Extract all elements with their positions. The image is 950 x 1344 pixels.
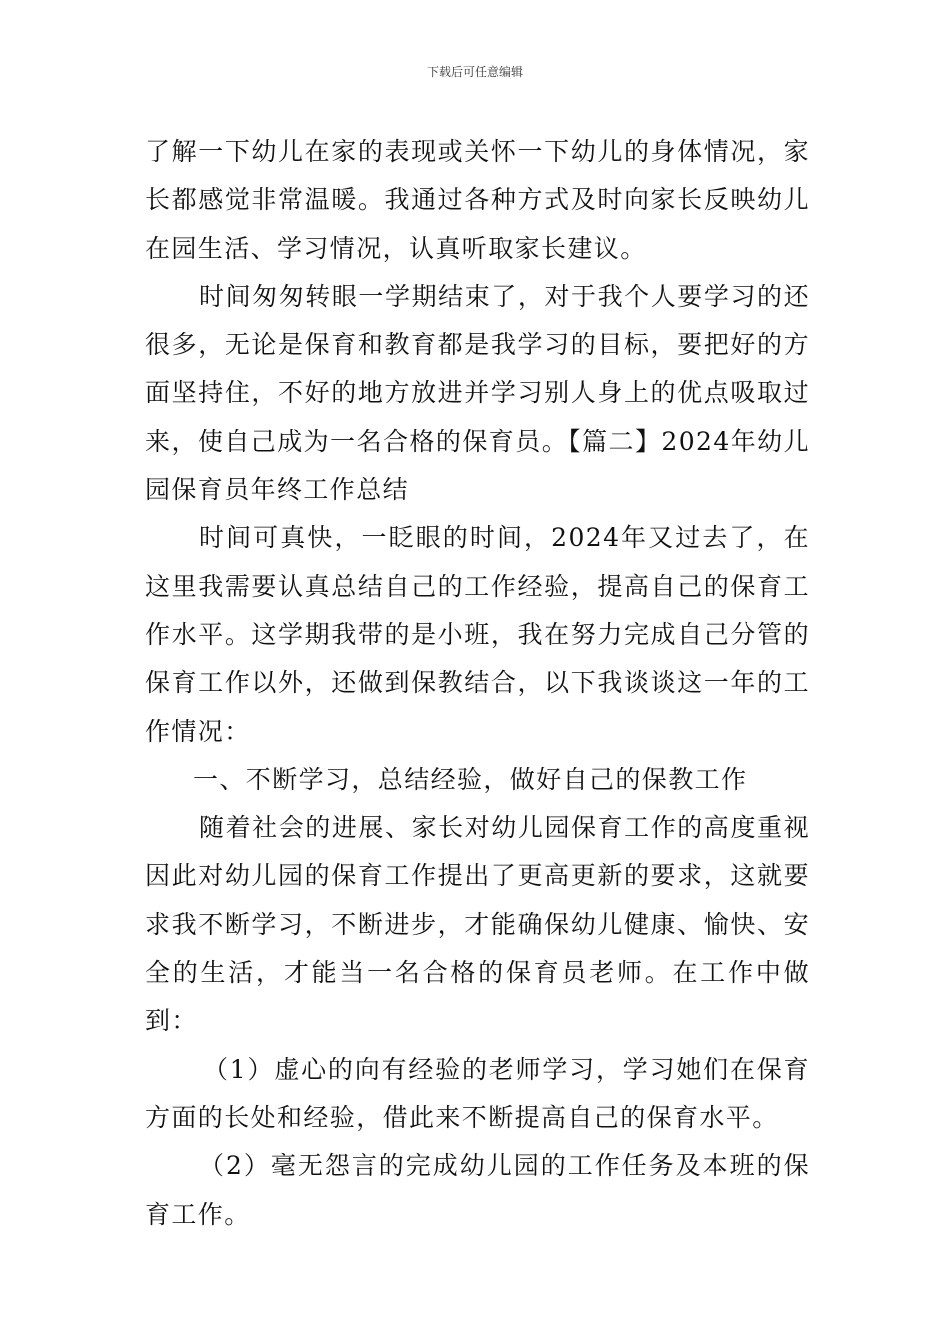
paragraph-requirements: 随着社会的进展、家长对幼儿园保育工作的高度重视因此对幼儿园的保育工作提出了更高更新的要求，这就要求我不断学习，不断进步，才能确保幼儿健康、愉快、安全的生活，才能当一名合格的保育员老师。在工作中做到： [145,813,810,1036]
paragraph-year-intro: 时间可真快，一眨眼的时间，2024年又过去了，在这里我需要认真总结自己的工作经验，提高自己的保育工作水平。这学期我带的是小班，我在努力完成自己分管的保育工作以外，还做到保教结合，以下我谈谈这一年的工作情况： [145,523,810,746]
paragraph-semester-summary: 时间匆匆转眼一学期结束了，对于我个人要学习的还很多，无论是保育和教育都是我学习的目标，要把好的方面坚持住，不好的地方放进并学习别人身上的优点吸取过来，使自己成为一名合格的保育员。【篇二】2024年幼儿园保育员年终工作总结 [145,281,810,505]
paragraph-continuation: 了解一下幼儿在家的表现或关怀一下幼儿的身体情况，家长都感觉非常温暖。我通过各种方式及时向家长反映幼儿在园生活、学习情况，认真听取家长建议。 [145,137,810,263]
list-item-1: （1）虚心的向有经验的老师学习，学习她们在保育方面的长处和经验，借此来不断提高自己的保育水平。 [145,1054,810,1132]
page-header: 下载后可任意编辑 [426,65,523,79]
list-item-2: （2）毫无怨言的完成幼儿园的工作任务及本班的保育工作。 [145,1151,810,1229]
section-heading-one: 一、不断学习，总结经验，做好自己的保教工作 [193,764,748,794]
document-body [145,128,810,1239]
